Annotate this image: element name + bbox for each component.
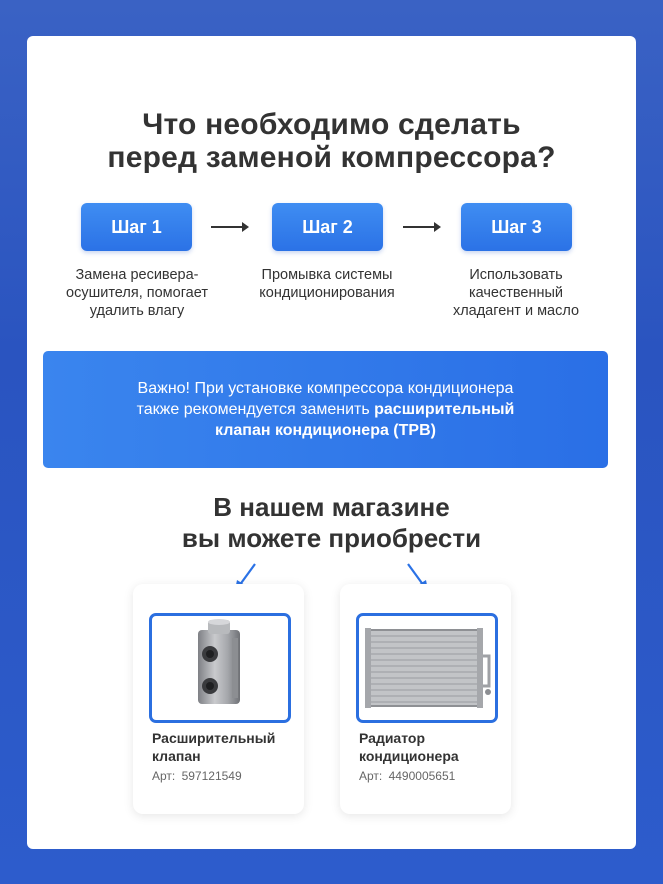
title-line-2: перед заменой компрессора?: [107, 141, 556, 174]
title-line-1: Что необходимо сделать: [142, 108, 521, 141]
step-2-label: Шаг 2: [302, 216, 353, 237]
notice-line-3-bold: клапан кондиционера (ТРВ): [215, 422, 436, 439]
product-article: [152, 769, 242, 783]
shop-heading-line-1: В нашем магазине: [213, 492, 450, 522]
product-name[interactable]: [359, 729, 509, 765]
notice-line-2-text: также рекомендуется заменить: [136, 401, 375, 418]
step-3-desc-line: качественный: [468, 285, 564, 301]
shop-heading: [0, 492, 663, 554]
product-card-expansion-valve[interactable]: [133, 584, 304, 814]
step-1-desc-line: Замена ресивера-: [75, 267, 199, 283]
step-1-badge: [81, 203, 192, 251]
page-title: [0, 108, 663, 174]
product-name-line: кондиционера: [359, 748, 459, 764]
expansion-valve-image: [149, 613, 291, 723]
step-3-label: Шаг 3: [491, 216, 542, 237]
step-1-desc-line: удалить влагу: [89, 303, 185, 319]
product-name-line: Радиатор: [359, 730, 425, 746]
notice-line-1: Важно! При установке компрессора кондиционера: [137, 380, 514, 397]
article-label: Арт:: [359, 769, 386, 783]
notice-line-2: [43, 399, 608, 420]
product-name-line: Расширительный: [152, 730, 276, 746]
step-2-description: [237, 266, 417, 302]
product-name-line: клапан: [152, 748, 201, 764]
arrow-right-icon: [402, 220, 442, 234]
step-1-desc-line: осушителя, помогает: [66, 285, 208, 301]
step-2-desc-line: Промывка системы: [261, 267, 393, 283]
article-number: 597121549: [181, 769, 242, 783]
product-name[interactable]: [152, 729, 302, 765]
step-3-badge: [461, 203, 572, 251]
step-2-badge: [272, 203, 383, 251]
step-3-desc-line: Использовать: [469, 267, 563, 283]
product-article: [359, 769, 455, 783]
step-3-description: [426, 266, 606, 320]
ac-radiator-image: [356, 613, 498, 723]
step-3-desc-line: хладагент и масло: [452, 303, 580, 319]
step-1-label: Шаг 1: [111, 216, 162, 237]
important-notice: [43, 351, 608, 468]
notice-line-2-bold: расширительный: [374, 401, 515, 418]
article-label: Арт:: [152, 769, 179, 783]
product-card-ac-radiator[interactable]: [340, 584, 511, 814]
step-1-description: [47, 266, 227, 320]
step-2-desc-line: кондиционирования: [259, 285, 395, 301]
shop-heading-line-2: вы можете приобрести: [181, 523, 482, 553]
article-number: 4490005651: [388, 769, 456, 783]
arrow-right-icon: [210, 220, 250, 234]
